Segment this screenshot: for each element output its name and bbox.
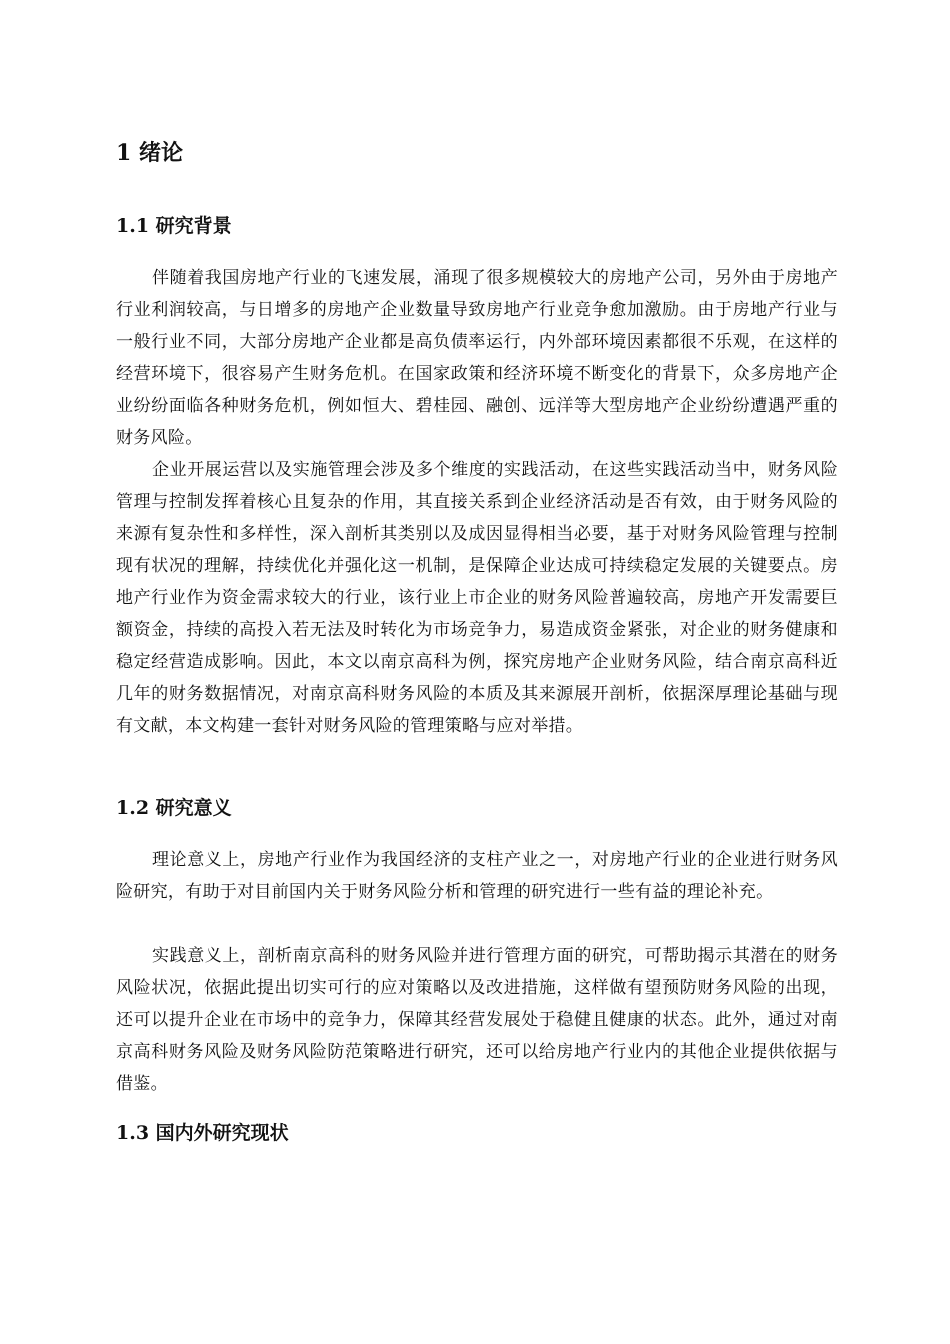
paragraph-significance-theory: 理论意义上，房地产行业作为我国经济的支柱产业之一，对房地产行业的企业进行财务风险研究，有助于对目前国内关于财务风险分析和管理的研究进行一些有益的理论补充。 [116, 850, 838, 902]
section-title-research-status: 1.3 国内外研究现状 [116, 1122, 289, 1144]
section-title-significance: 1.2 研究意义 [116, 797, 232, 819]
paragraph-significance-practice: 实践意义上，剖析南京高科的财务风险并进行管理方面的研究，可帮助揭示其潜在的财务风险状况，依据此提出切实可行的应对策略以及改进措施，这样做有望预防财务风险的出现，还可以提升企业在市场中的竞争力，保障其经营发展处于稳健且健康的状态。此外，通过对南京高科财务风险及财务风险防范策略进行研究，还可以给房地产行业内的其他企业提供依据与借鉴。 [116, 946, 838, 1094]
chapter-title: 1 绪论 [116, 140, 183, 166]
section-title-background: 1.1 研究背景 [116, 215, 232, 237]
paragraph-background-1: 伴随着我国房地产行业的飞速发展，涌现了很多规模较大的房地产公司，另外由于房地产行业利润较高，与日增多的房地产企业数量导致房地产行业竞争愈加激励。由于房地产行业与一般行业不同，大部分房地产企业都是高负债率运行，内外部环境因素都很不乐观，在这样的经营环境下，很容易产生财务危机。在国家政策和经济环境不断变化的背景下，众多房地产企业纷纷面临各种财务危机，例如恒大、碧桂园、融创、远洋等大型房地产企业纷纷遭遇严重的财务风险。 [116, 268, 838, 448]
paragraph-background-2: 企业开展运营以及实施管理会涉及多个维度的实践活动，在这些实践活动当中，财务风险管理与控制发挥着核心且复杂的作用，其直接关系到企业经济活动是否有效，由于财务风险的来源有复杂性和多样性，深入剖析其类别以及成因显得相当必要，基于对财务风险管理与控制现有状况的理解，持续优化并强化这一机制，是保障企业达成可持续稳定发展的关键要点。房地产行业作为资金需求较大的行业，该行业上市企业的财务风险普遍较高，房地产开发需要巨额资金，持续的高投入若无法及时转化为市场竞争力，易造成资金紧张，对企业的财务健康和稳定经营造成影响。因此，本文以南京高科为例，探究房地产企业财务风险，结合南京高科近几年的财务数据情况，对南京高科财务风险的本质及其来源展开剖析，依据深厚理论基础与现有文献，本文构建一套针对财务风险的管理策略与应对举措。 [116, 460, 838, 736]
